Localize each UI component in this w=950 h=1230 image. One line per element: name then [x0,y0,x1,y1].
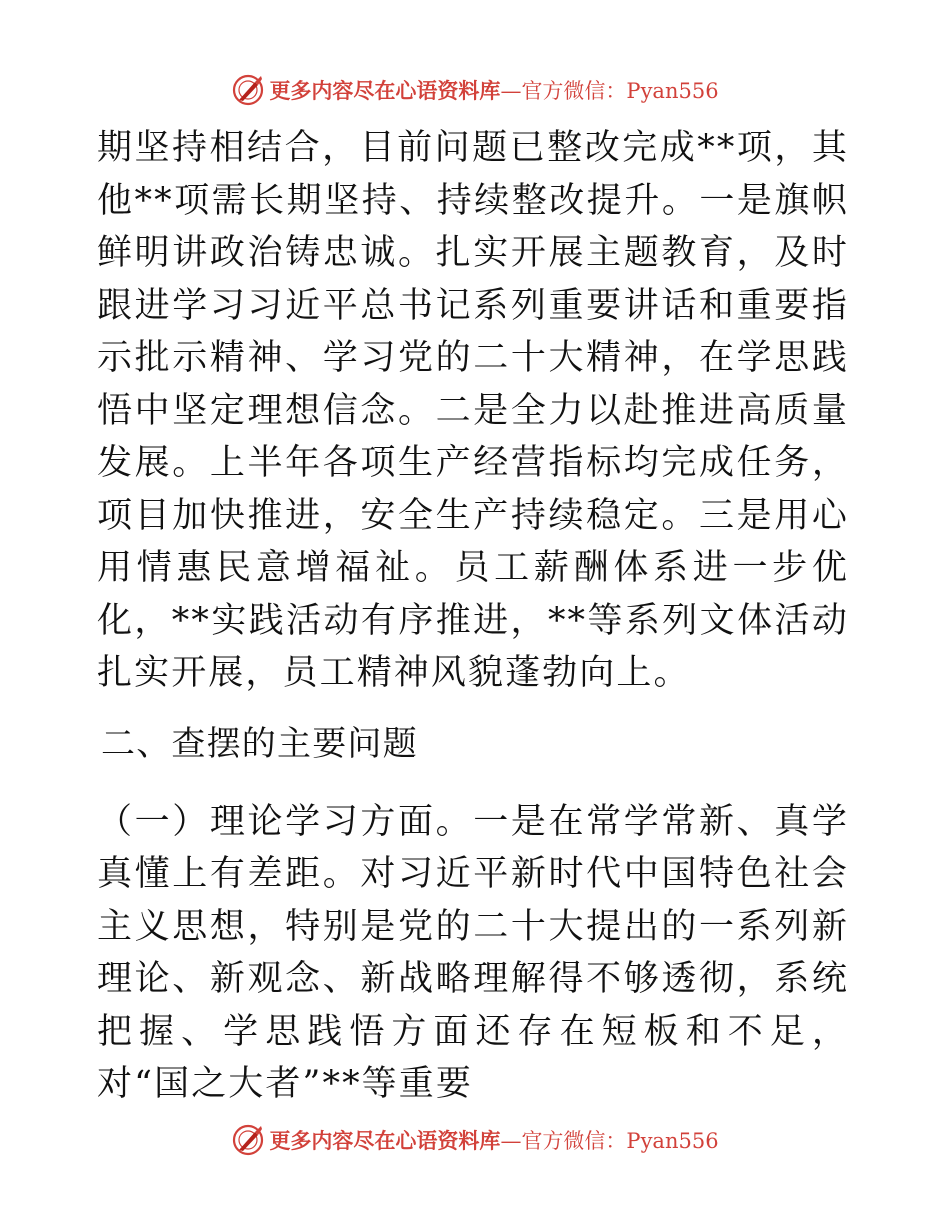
quill-logo-icon [231,1123,265,1157]
footer-banner-text [269,1125,718,1155]
header-banner [0,70,950,110]
footer-banner-wechat: —官方微信：Pyan556 [500,1129,719,1153]
header-banner-site: 更多内容尽在心语资料库 [269,78,501,103]
document-body [97,122,849,1111]
header-banner-text [269,75,718,105]
body-paragraph: 期坚持相结合，目前问题已整改完成**项，其他**项需长期坚持、持续整改提升。一是旗帜鲜明讲政治铸忠诚。扎实开展主题教育，及时跟进学习习近平总书记系列重要讲话和重要指示批示精神、学习党的二十大精神，在学思践悟中坚定理想信念。二是全力以赴推进高质量发展。上半年各项生产经营指标均完成任务，项目加快推进，安全生产持续稳定。三是用心用情惠民意增福祉。员工薪酬体系进一步优化，**实践活动有序推进，**等系列文体活动扎实开展，员工精神风貌蓬勃向上。 [97,128,849,693]
header-banner-wechat: —官方微信：Pyan556 [500,79,719,103]
footer-banner [0,1120,950,1160]
footer-banner-site: 更多内容尽在心语资料库 [269,1128,501,1153]
body-paragraph: （一）理论学习方面。一是在常学常新、真学真懂上有差距。对习近平新时代中国特色社会主义思想，特别是党的二十大提出的一系列新理论、新观念、新战略理解得不够透彻，系统把握、学思践悟方面还存在短板和不足，对“国之大者”**等重要 [97,801,849,1104]
section-heading: 二、查摆的主要问题 [101,723,418,764]
quill-logo-icon [231,73,265,107]
